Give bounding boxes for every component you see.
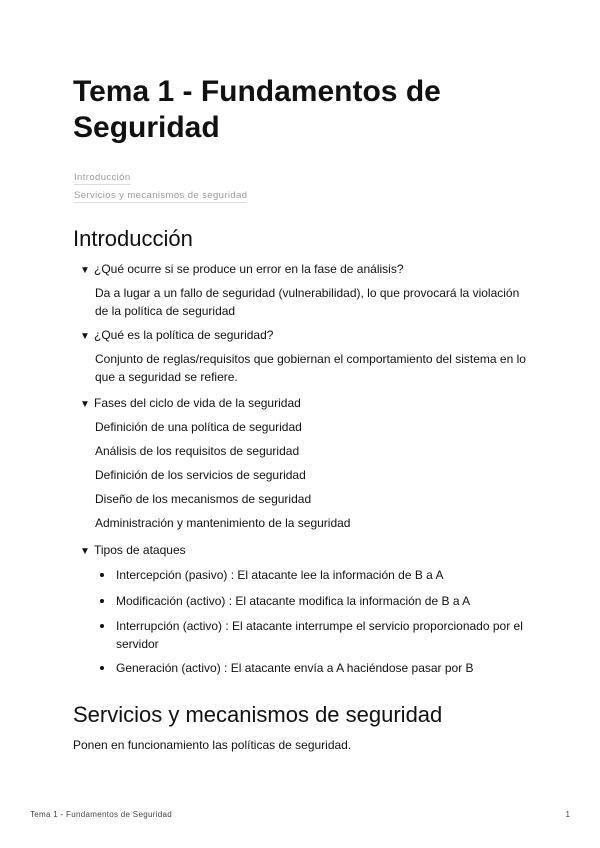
list-item — [100, 566, 540, 584]
triangle-down-icon: ▼ — [80, 265, 90, 276]
list-item — [100, 659, 540, 677]
page-number: 1 — [565, 810, 570, 819]
section-heading-servicios: Servicios y mecanismos de seguridad — [73, 702, 443, 727]
section-heading-introduccion: Introducción — [73, 226, 193, 251]
page-title: Tema 1 - Fundamentos de Seguridad — [73, 75, 441, 144]
section-paragraph: Ponen en funcionamiento las políticas de seguridad. — [73, 738, 352, 752]
toc-link-servicios[interactable]: Servicios y mecanismos de seguridad — [74, 190, 248, 201]
toggle-error-analisis[interactable] — [80, 260, 404, 280]
bullet-icon — [100, 666, 104, 670]
list-item-text: Modificación (activo) : El atacante modifica la información de B a A — [116, 594, 471, 608]
bullet-icon — [100, 599, 104, 603]
toggle-label: Tipos de ataques — [94, 543, 186, 557]
toggle-label: ¿Qué ocurre si se produce un error en la fase de análisis? — [94, 262, 404, 276]
footer-title: Tema 1 - Fundamentos de Seguridad — [30, 810, 172, 819]
bullet-icon — [100, 624, 104, 628]
phase-item: Definición de los servicios de seguridad — [95, 468, 306, 482]
list-item-text: Interrupción (activo) : El atacante interrumpe el servicio proporcionado por el servidor — [116, 619, 523, 651]
toggle-politica-seguridad[interactable] — [80, 326, 273, 346]
toggle-label: Fases del ciclo de vida de la seguridad — [94, 396, 301, 410]
toc-link-introduccion[interactable]: Introducción — [74, 172, 131, 183]
toggle-content: Da a lugar a un fallo de seguridad (vulnerabilidad), lo que provocará la violación de la política de seguridad — [95, 286, 520, 318]
triangle-down-icon: ▼ — [80, 399, 90, 410]
list-item-text: Intercepción (pasivo) : El atacante lee la información de B a A — [116, 568, 444, 582]
triangle-down-icon: ▼ — [80, 546, 90, 557]
phase-item: Definición de una política de seguridad — [95, 420, 302, 434]
list-item — [100, 592, 540, 610]
toggle-tipos-ataques[interactable] — [80, 541, 186, 561]
toggle-label: ¿Qué es la política de seguridad? — [94, 328, 274, 342]
list-item — [100, 617, 540, 653]
phase-item: Análisis de los requisitos de seguridad — [95, 444, 300, 458]
list-item-text: Generación (activo) : El atacante envía a A haciéndose pasar por B — [116, 661, 474, 675]
phase-item: Administración y mantenimiento de la seguridad — [95, 516, 351, 530]
phase-item: Diseño de los mecanismos de seguridad — [95, 492, 312, 506]
toggle-fases-ciclo[interactable] — [80, 394, 301, 414]
table-of-contents — [74, 171, 247, 207]
triangle-down-icon: ▼ — [80, 331, 90, 342]
toggle-content: Conjunto de reglas/requisitos que gobiernan el comportamiento del sistema en lo que a seguridad se refiere. — [95, 352, 526, 384]
bullet-icon — [100, 573, 104, 577]
